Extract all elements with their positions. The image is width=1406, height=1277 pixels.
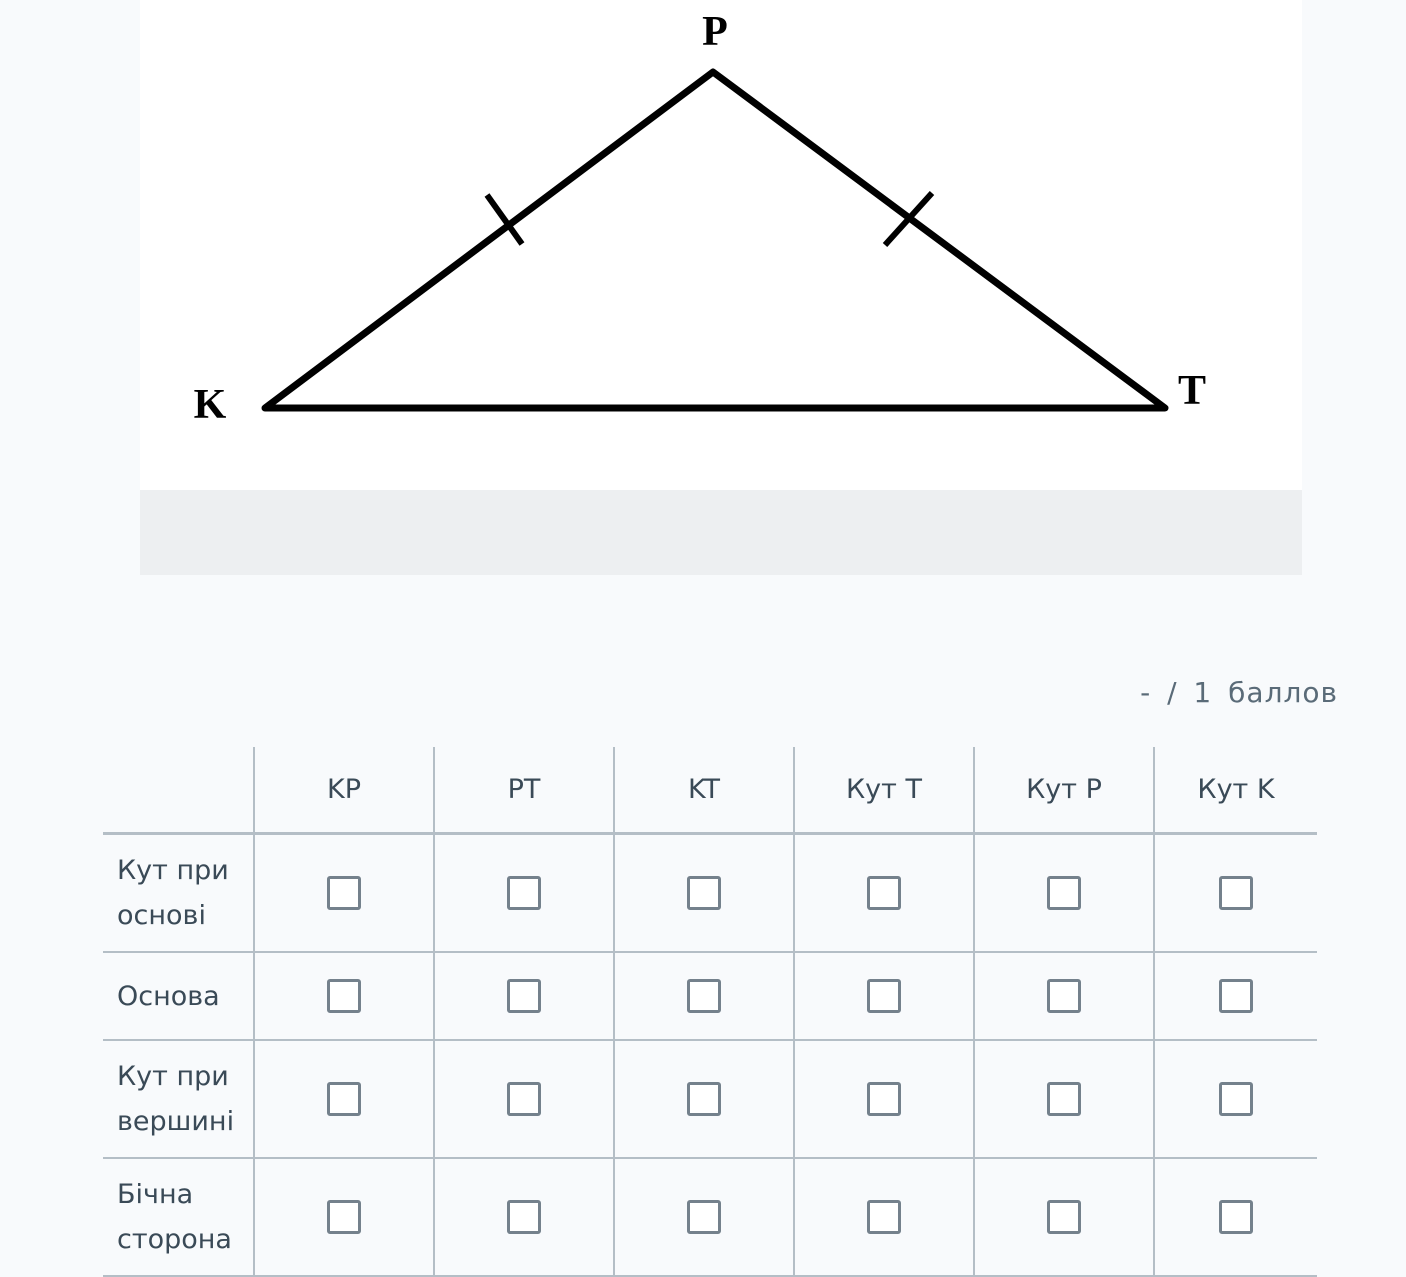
grid-cell [254,1158,434,1276]
row-label-lateral-side: Бічна сторона [103,1158,254,1276]
grid-cell [614,952,794,1040]
grid-cell [794,834,974,953]
triangle-kpt [265,72,1165,408]
grid-cell [614,1040,794,1158]
vertex-label-k: K [193,382,227,428]
checkbox-apex-angle-angle-t[interactable] [867,1082,901,1116]
checkbox-base-angle-angle-t[interactable] [867,876,901,910]
checkbox-base-angle-angle-p[interactable] [1047,876,1081,910]
row-label-base-angle: Кут при основі [103,834,254,953]
checkbox-base-angle-pt[interactable] [507,876,541,910]
checkbox-base-angle-kt[interactable] [687,876,721,910]
grid-header-row [103,747,1317,834]
grid-row-lateral-side [103,1158,1317,1276]
checkbox-base-angle-angle-k[interactable] [1219,876,1253,910]
checkbox-apex-angle-kp[interactable] [327,1082,361,1116]
row-label-apex-angle: Кут при вершині [103,1040,254,1158]
checkbox-base-angle-kp[interactable] [327,876,361,910]
checkbox-lateral-side-pt[interactable] [507,1200,541,1234]
checkbox-lateral-side-angle-p[interactable] [1047,1200,1081,1234]
checkbox-base-kp[interactable] [327,979,361,1013]
checkbox-apex-angle-pt[interactable] [507,1082,541,1116]
triangle-figure [140,0,1302,490]
column-header-angle-k: Кут K [1154,747,1317,834]
grid-cell [1154,1158,1317,1276]
grid-row-base-angle [103,834,1317,953]
grid-cell [614,834,794,953]
grid-cell [974,1158,1154,1276]
grid-row-base [103,952,1317,1040]
grid-cell [794,1158,974,1276]
checkbox-lateral-side-angle-k[interactable] [1219,1200,1253,1234]
grid-cell [794,1040,974,1158]
checkbox-apex-angle-angle-p[interactable] [1047,1082,1081,1116]
grid-cell [1154,834,1317,953]
grid-cell [434,1158,614,1276]
grid-cell [974,834,1154,953]
column-header-kt: KT [614,747,794,834]
checkbox-lateral-side-kp[interactable] [327,1200,361,1234]
checkbox-base-kt[interactable] [687,979,721,1013]
checkbox-apex-angle-kt[interactable] [687,1082,721,1116]
grid-cell [434,952,614,1040]
grid-row-apex-angle [103,1040,1317,1158]
grid-cell [614,1158,794,1276]
grid-cell [1154,952,1317,1040]
grid-cell [974,1040,1154,1158]
grid-cell [254,952,434,1040]
grid-cell [794,952,974,1040]
grid-cell [434,834,614,953]
grid-corner [103,747,254,834]
figure-caption-bar [140,490,1302,575]
checkbox-lateral-side-angle-t[interactable] [867,1200,901,1234]
isosceles-triangle-diagram [140,0,1302,490]
grid-cell [254,1040,434,1158]
column-header-kp: KP [254,747,434,834]
points-indicator: - / 1 баллов [1140,676,1338,709]
grid-cell [434,1040,614,1158]
column-header-angle-t: Кут T [794,747,974,834]
vertex-label-p: P [702,9,728,55]
column-header-angle-p: Кут P [974,747,1154,834]
grid-cell [974,952,1154,1040]
checkbox-grid [103,747,1317,1277]
checkbox-apex-angle-angle-k[interactable] [1219,1082,1253,1116]
grid-cell [254,834,434,953]
checkbox-base-angle-k[interactable] [1219,979,1253,1013]
checkbox-base-angle-t[interactable] [867,979,901,1013]
column-header-pt: PT [434,747,614,834]
checkbox-lateral-side-kt[interactable] [687,1200,721,1234]
vertex-label-t: T [1177,368,1207,414]
checkbox-base-angle-p[interactable] [1047,979,1081,1013]
grid-cell [1154,1040,1317,1158]
checkbox-base-pt[interactable] [507,979,541,1013]
row-label-base: Основа [103,952,254,1040]
